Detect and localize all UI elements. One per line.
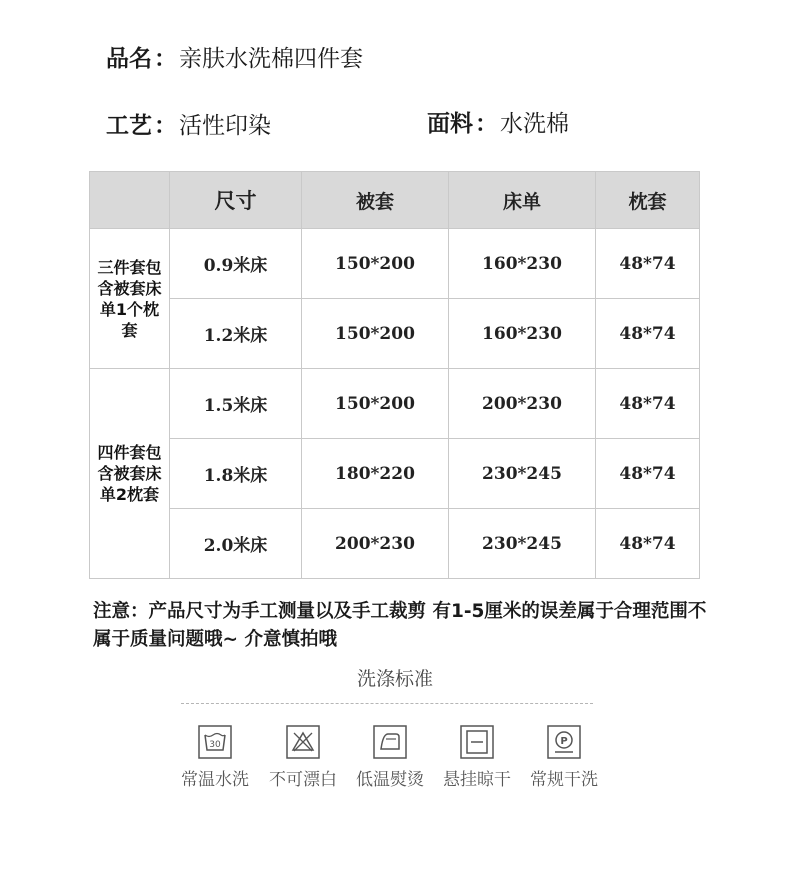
- table-cell: 48*74: [595, 229, 699, 299]
- fabric-label: 面料: [427, 111, 473, 137]
- table-cell: 180*220: [302, 439, 449, 509]
- table-row: [90, 299, 700, 369]
- wash-label: 常温水洗: [181, 770, 249, 790]
- table-row: [90, 369, 700, 439]
- separator: ：: [154, 113, 177, 139]
- table-header-cell: 枕套: [595, 172, 699, 229]
- washing-title: 洗涤标准: [356, 668, 433, 690]
- dry-clean-text: P: [560, 736, 568, 747]
- low-iron-icon: [373, 725, 407, 759]
- table-cell: 200*230: [302, 509, 449, 579]
- group-label-cell: 四件套包含被套床单2枕套: [90, 369, 170, 579]
- wash-item: [258, 725, 348, 790]
- craft-label: 工艺: [106, 113, 152, 139]
- fabric-value: 水洗棉: [500, 111, 569, 137]
- wash-item: [170, 725, 260, 790]
- table-cell: 200*230: [448, 369, 595, 439]
- craft-line: [106, 107, 271, 140]
- table-cell: 48*74: [595, 299, 699, 369]
- separator: ：: [154, 46, 177, 72]
- wash-label: 低温熨烫: [356, 770, 424, 790]
- table-cell: 48*74: [595, 509, 699, 579]
- table-header-cell: [90, 172, 170, 229]
- wash-label: 不可漂白: [269, 770, 337, 790]
- wash-temp-text: 30: [209, 740, 221, 750]
- wash-item: [345, 725, 435, 790]
- table-row: [90, 229, 700, 299]
- no-bleach-icon: [286, 725, 320, 759]
- hang-dry-icon: [460, 725, 494, 759]
- wash-item: [432, 725, 522, 790]
- table-cell: 1.5米床: [170, 369, 302, 439]
- note-text: 注意：产品尺寸为手工测量以及手工裁剪 有1-5厘米的误差属于合理范围不属于质量问题哦~ 介意慎拍哦: [93, 601, 707, 650]
- dry-clean-icon: [547, 725, 581, 759]
- table-header-cell: 被套: [302, 172, 449, 229]
- table-cell: 1.2米床: [170, 299, 302, 369]
- table-cell: 48*74: [595, 439, 699, 509]
- table-row: [90, 439, 700, 509]
- wash-item: [519, 725, 609, 790]
- group-label-cell: 三件套包含被套床单1个枕套: [90, 229, 170, 369]
- table-cell: 150*200: [302, 229, 449, 299]
- table-cell: 150*200: [302, 299, 449, 369]
- table-cell: 150*200: [302, 369, 449, 439]
- table-cell: 0.9米床: [170, 229, 302, 299]
- product-name-label: 品名: [106, 46, 152, 72]
- wash-label: 悬挂晾干: [443, 770, 511, 790]
- table-cell: 160*230: [448, 299, 595, 369]
- table-cell: 160*230: [448, 229, 595, 299]
- craft-value: 活性印染: [179, 113, 271, 139]
- divider: [181, 703, 593, 704]
- fabric-line: [427, 105, 569, 138]
- product-name-line: [106, 40, 363, 73]
- table-header-cell: 床单: [448, 172, 595, 229]
- table-cell: 230*245: [448, 509, 595, 579]
- table-header-cell: 尺寸: [170, 172, 302, 229]
- table-cell: 2.0米床: [170, 509, 302, 579]
- table-header-row: [90, 172, 700, 229]
- size-table: [89, 171, 700, 579]
- table-cell: 230*245: [448, 439, 595, 509]
- wash-30-icon: [198, 725, 232, 759]
- wash-label: 常规干洗: [530, 770, 598, 790]
- table-cell: 1.8米床: [170, 439, 302, 509]
- separator: ：: [475, 111, 498, 137]
- product-name-value: 亲肤水洗棉四件套: [179, 46, 363, 72]
- table-cell: 48*74: [595, 369, 699, 439]
- table-row: [90, 509, 700, 579]
